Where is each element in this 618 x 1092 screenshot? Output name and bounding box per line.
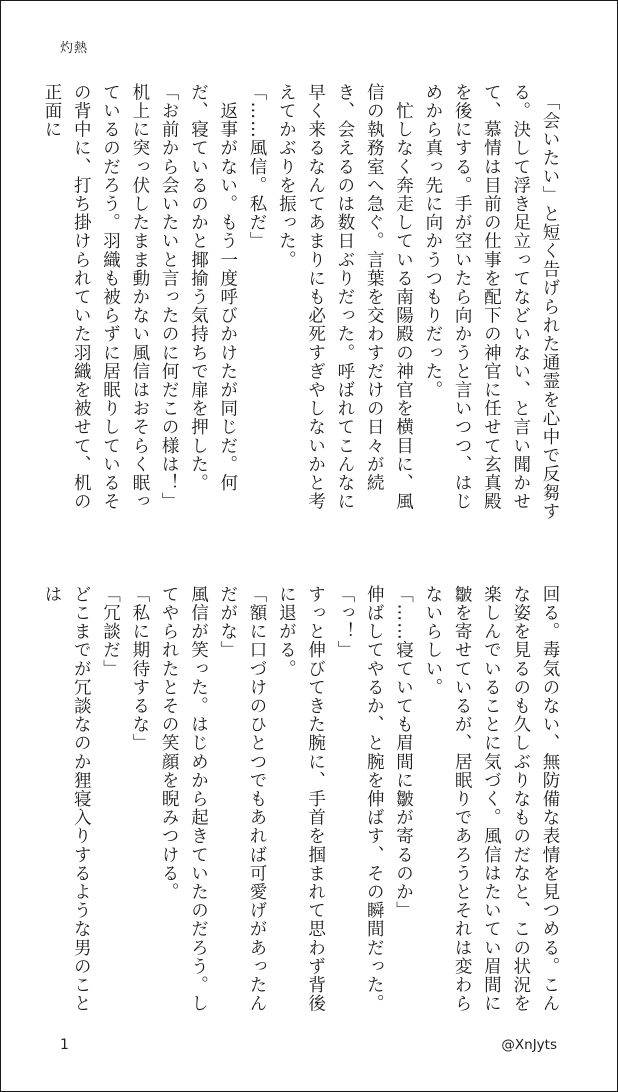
paragraph: どこまでが冗談なのか狸寝入りするような男のことは: [41, 585, 92, 1013]
dialogue-line: 「冗談だ」: [100, 585, 121, 678]
paragraph: 伸ばしてやるか、と腕を伸ばす、その瞬間だった。: [364, 585, 385, 1013]
author-handle: @XnJyts: [501, 1037, 557, 1053]
dialogue-line: 「お前から会いたいと言ったのに何だこの様は！」: [159, 83, 180, 511]
paragraph: 「会いたい」と短く告げられた通霊を心中で反芻する。決して浮き足立ってなどいない、と言い聞かせて、慕情は目前の仕事を配下の神官に任せて玄真殿を後にする。手が空いたら向かうと言いつつ、はじめから真っ先に向かうつもりだった。: [422, 83, 560, 521]
page-number: 1: [60, 1037, 69, 1053]
page-title: 灼熱: [60, 41, 89, 56]
dialogue-line: 「っ！」: [334, 585, 355, 660]
paragraph: すっと伸びてきた腕に、手首を掴まれて思わず背後に退がる。: [276, 585, 326, 1013]
upper-text-block: [41, 83, 564, 523]
lower-text-block: [41, 585, 564, 1020]
dialogue-line: 「……風信。私だ」: [247, 83, 268, 251]
paragraph: 回る。毒気のない、無防備な表情を見つめる。こんな姿を見るのも久しぶりなものだなと、この状況を楽しんでいることに気づく。風信はたいてい眉間に皺を寄せているが、居眠りであろうとそれは変わらないらしい。: [422, 585, 560, 1013]
dialogue-line: 「額に口づけのひとつでもあれば可愛げがあったんだがな」: [217, 585, 268, 1013]
paragraph: 机上に突っ伏したまま動かない風信はおそらく眠っているのだろう。羽織も被らずに居眠りしているその背中に、打ち掛けられていた羽織を被せて、机の正面に: [41, 83, 150, 511]
dialogue-line: 「……寝ていても眉間に皺が寄るのか」: [393, 585, 414, 920]
dialogue-line: 「私に期待するな」: [129, 585, 150, 753]
paragraph: 忙しなく奔走している南陽殿の神官を横目に、風信の執務室へ急ぐ。言葉を交わすだけの日々が続き、会えるのは数日ぶりだった。呼ばれてこんなに早く来るなんてあまりにも必死すぎやしないかと考えてかぶりを振った。: [276, 83, 414, 511]
paragraph: 風信が笑った。はじめから起きていたのだろう。してやられたとその笑顔を睨みつける。: [159, 585, 209, 1013]
paragraph: 返事がない。もう一度呼びかけたが同じだ。何だ、寝ているのかと揶揄う気持ちで扉を押した。: [188, 83, 238, 493]
